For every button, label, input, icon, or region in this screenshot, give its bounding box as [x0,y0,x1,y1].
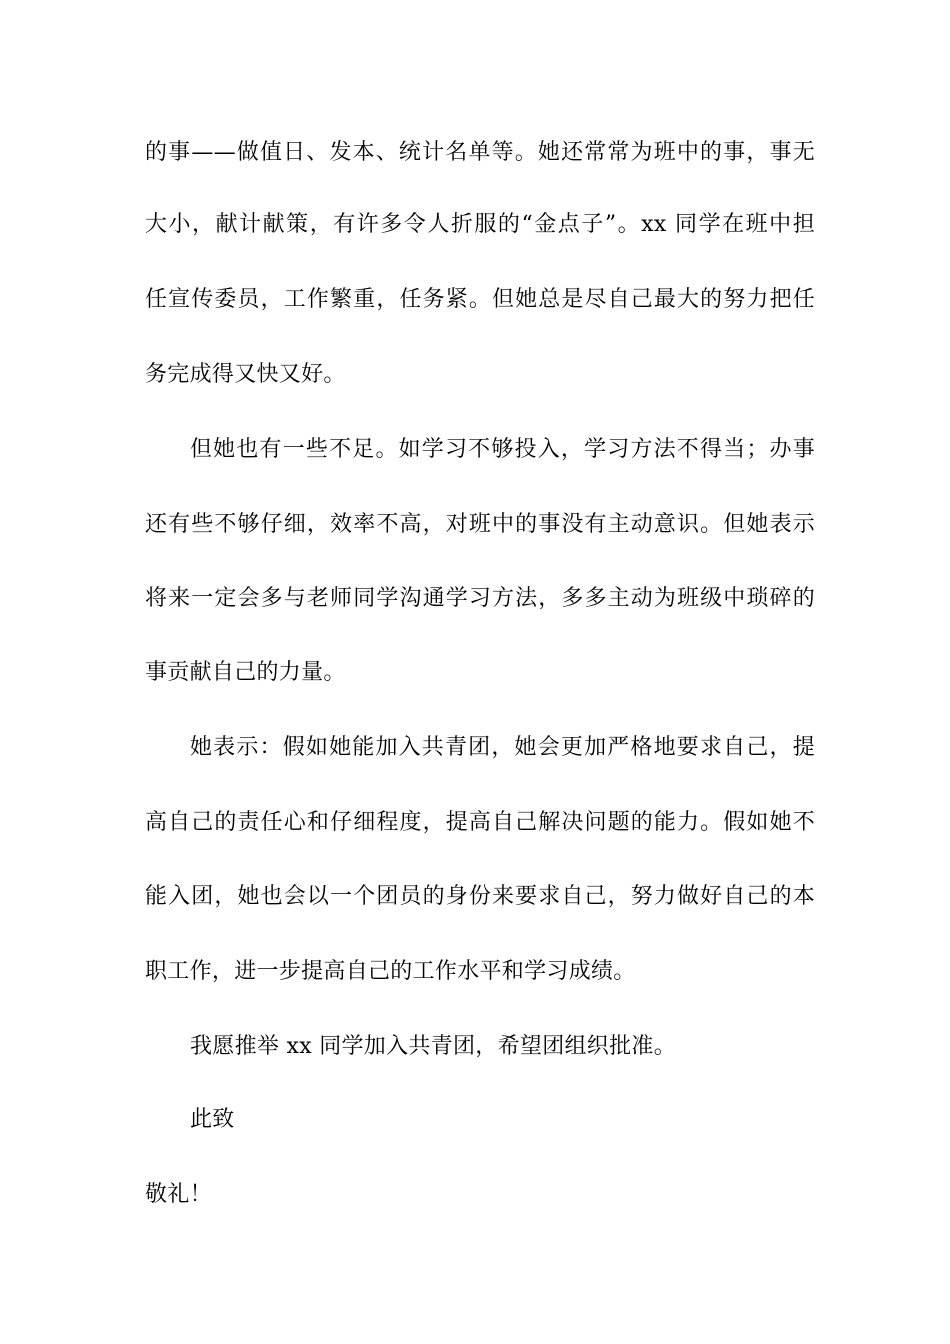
paragraph-1-line-2: 大小，献计献策，有许多令人折服的“金点子”。xx 同学在班中担 [145,212,815,237]
paragraph-1-line-4: 务完成得又快又好。 [145,362,346,387]
paragraph-4-line-1: 我愿推举 xx 同学加入共青团，希望团组织批准。 [190,1034,677,1059]
paragraph-2-line-4: 事贡献自己的力量。 [145,660,346,685]
paragraph-2-line-2: 还有些不够仔细，效率不高，对班中的事没有主动意识。但她表示 [145,512,815,537]
paragraph-3-line-3: 能入团，她也会以一个团员的身份来要求自己，努力做好自己的本 [145,884,815,909]
paragraph-3-line-4: 职工作，进一步提高自己的工作水平和学习成绩。 [145,959,636,984]
paragraph-3-line-2: 高自己的责任心和仔细程度，提高自己解决问题的能力。假如她不 [145,810,815,835]
closing-salutation: 此致 [190,1107,235,1132]
paragraph-2-line-3: 将来一定会多与老师同学沟通学习方法，多多主动为班级中琐碎的 [145,586,815,611]
paragraph-1-line-3: 任宣传委员，工作繁重，任务紧。但她总是尽自己最大的努力把任 [145,287,815,312]
paragraph-1-line-1: 的事——做值日、发本、统计名单等。她还常常为班中的事，事无 [145,140,815,165]
paragraph-2-line-1: 但她也有一些不足。如学习不够投入，学习方法不得当；办事 [190,437,815,462]
closing-regards: 敬礼！ [145,1182,212,1207]
paragraph-3-line-1: 她表示：假如她能加入共青团，她会更加严格地要求自己，提 [190,735,815,760]
